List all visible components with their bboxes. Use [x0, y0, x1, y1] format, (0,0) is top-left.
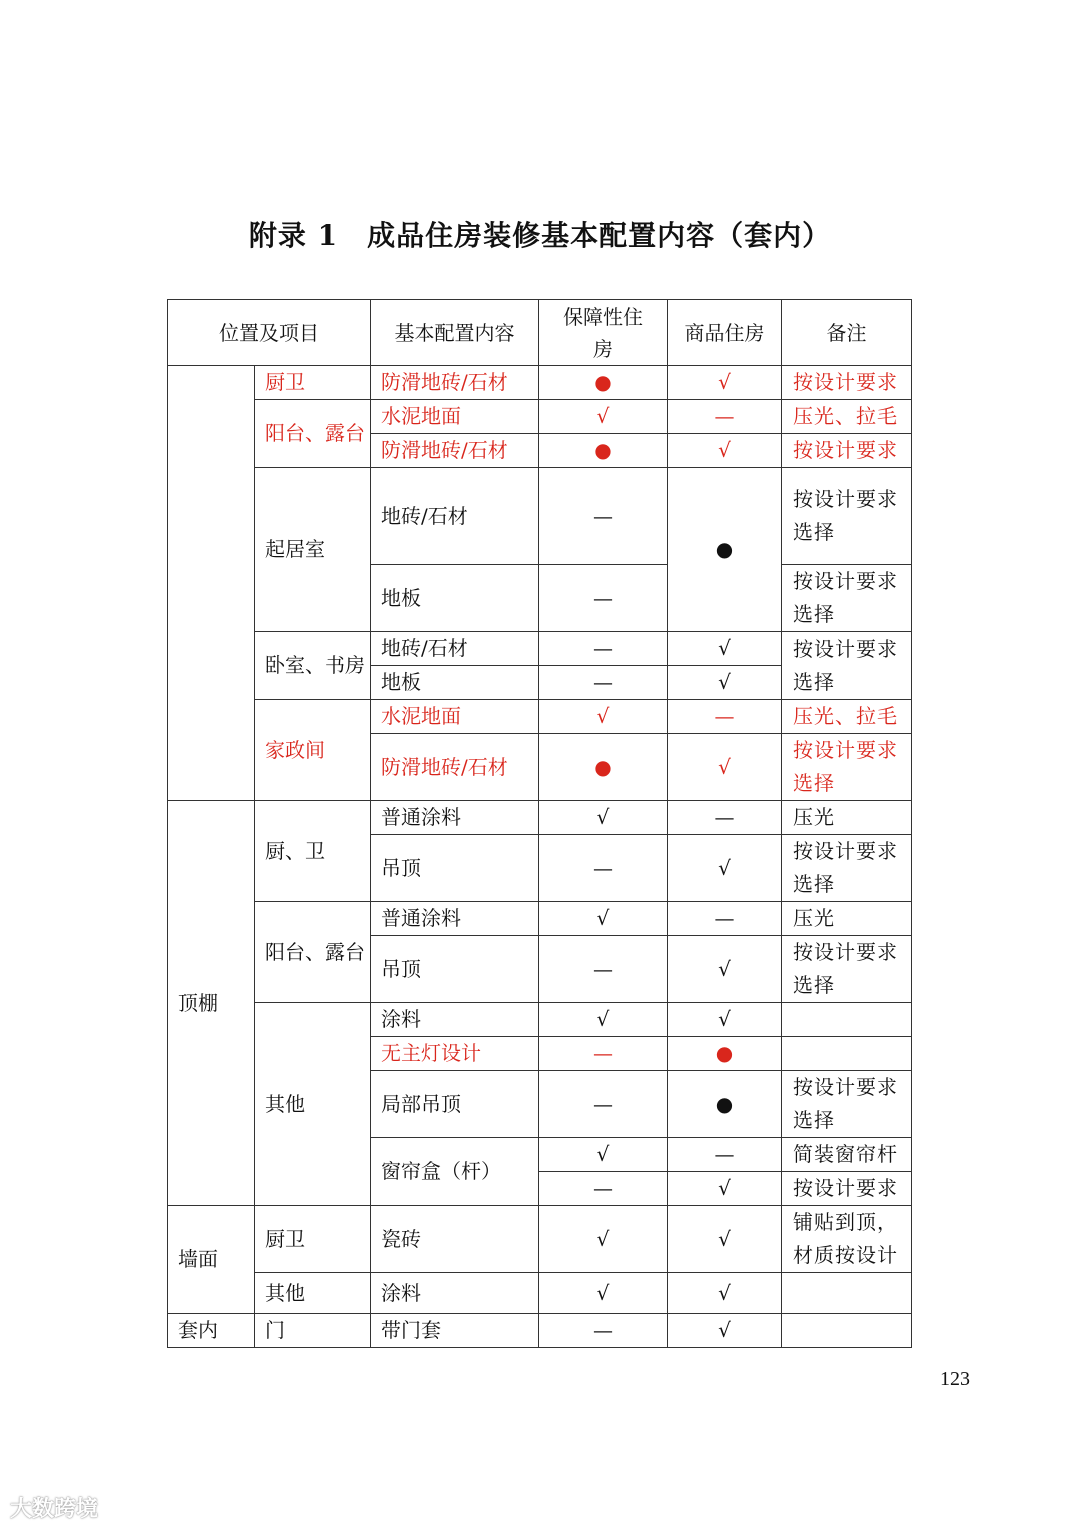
commercial-cell: √: [668, 1003, 782, 1037]
item-cell: 其他: [255, 1003, 371, 1206]
commercial-cell: —: [668, 1138, 782, 1172]
watermark-logo: 大数跨境: [10, 1497, 99, 1522]
affordable-cell: √: [539, 801, 668, 835]
table-row: [168, 468, 912, 565]
affordable-cell: √: [539, 1273, 668, 1314]
remark-cell: 按设计要求: [782, 434, 912, 468]
content-cell: 带门套: [371, 1314, 539, 1348]
remark-cell: 简装窗帘杆: [782, 1138, 912, 1172]
affordable-cell: ●: [539, 366, 668, 400]
commercial-cell: ●: [668, 1071, 782, 1138]
affordable-cell: —: [539, 835, 668, 902]
location-cell: 墙面: [168, 1206, 255, 1314]
affordable-cell: √: [539, 902, 668, 936]
affordable-cell: —: [539, 1314, 668, 1348]
remark-cell: 压光、拉毛: [782, 700, 912, 734]
content-cell: 瓷砖: [371, 1206, 539, 1273]
content-cell: 局部吊顶: [371, 1071, 539, 1138]
content-cell: 涂料: [371, 1003, 539, 1037]
affordable-cell: ●: [539, 734, 668, 801]
table-row: [168, 1273, 912, 1314]
location-cell: 套内: [168, 1314, 255, 1348]
content-cell: 普通涂料: [371, 902, 539, 936]
commercial-cell: √: [668, 1172, 782, 1206]
affordable-cell: —: [539, 1071, 668, 1138]
table-row: [168, 700, 912, 734]
commercial-cell: —: [668, 902, 782, 936]
remark-cell: 按设计要求选择: [782, 1071, 912, 1138]
commercial-cell: √: [668, 835, 782, 902]
commercial-cell: √: [668, 936, 782, 1003]
item-cell: 起居室: [255, 468, 371, 632]
content-cell: 无主灯设计: [371, 1037, 539, 1071]
remark-cell: 按设计要求选择: [782, 565, 912, 632]
remark-cell: 压光、拉毛: [782, 400, 912, 434]
commercial-cell: √: [668, 632, 782, 666]
table-row: [168, 902, 912, 936]
commercial-cell: √: [668, 1314, 782, 1348]
header-affordable: 保障性住房: [539, 300, 668, 366]
content-cell: 窗帘盒（杆）: [371, 1138, 539, 1206]
commercial-cell: √: [668, 434, 782, 468]
item-cell: 阳台、露台: [255, 400, 371, 468]
affordable-cell: —: [539, 468, 668, 565]
content-cell: 防滑地砖/石材: [371, 434, 539, 468]
affordable-cell: ●: [539, 434, 668, 468]
item-cell: 厨卫: [255, 366, 371, 400]
remark-cell: 按设计要求: [782, 366, 912, 400]
remark-cell: [782, 1273, 912, 1314]
content-cell: 吊顶: [371, 936, 539, 1003]
table-row: [168, 632, 912, 666]
content-cell: 水泥地面: [371, 400, 539, 434]
affordable-cell: —: [539, 565, 668, 632]
affordable-cell: √: [539, 700, 668, 734]
location-cell: 顶棚: [168, 801, 255, 1206]
remark-cell: 按设计要求: [782, 1172, 912, 1206]
item-cell: 门: [255, 1314, 371, 1348]
affordable-cell: √: [539, 400, 668, 434]
page-number: 123: [940, 1368, 970, 1390]
commercial-cell: —: [668, 400, 782, 434]
commercial-cell: —: [668, 700, 782, 734]
header-remark: 备注: [782, 300, 912, 366]
remark-cell: [782, 1003, 912, 1037]
table-row: [168, 400, 912, 434]
table-row: [168, 1206, 912, 1273]
remark-cell: 按设计要求选择: [782, 835, 912, 902]
commercial-cell: √: [668, 1206, 782, 1273]
item-cell: 家政间: [255, 700, 371, 801]
commercial-cell: √: [668, 366, 782, 400]
affordable-cell: —: [539, 1172, 668, 1206]
content-cell: 地板: [371, 666, 539, 700]
content-cell: 水泥地面: [371, 700, 539, 734]
remark-cell: 按设计要求选择: [782, 734, 912, 801]
affordable-cell: √: [539, 1003, 668, 1037]
table-row: [168, 1314, 912, 1348]
commercial-cell: ●: [668, 468, 782, 632]
table-row: [168, 1003, 912, 1037]
content-cell: 地板: [371, 565, 539, 632]
table-row: [168, 366, 912, 400]
content-cell: 普通涂料: [371, 801, 539, 835]
content-cell: 涂料: [371, 1273, 539, 1314]
table-header-row: [168, 300, 912, 366]
location-cell: [168, 366, 255, 801]
remark-cell: [782, 1314, 912, 1348]
item-cell: 其他: [255, 1273, 371, 1314]
remark-cell: 压光: [782, 801, 912, 835]
remark-cell: 铺贴到顶，材质按设计: [782, 1206, 912, 1273]
config-table: [167, 299, 912, 1348]
item-cell: 厨卫: [255, 1206, 371, 1273]
item-cell: 卧室、书房: [255, 632, 371, 700]
header-location: 位置及项目: [168, 300, 371, 366]
affordable-cell: √: [539, 1206, 668, 1273]
content-cell: 地砖/石材: [371, 468, 539, 565]
commercial-cell: √: [668, 1273, 782, 1314]
affordable-cell: —: [539, 666, 668, 700]
item-cell: 阳台、露台: [255, 902, 371, 1003]
header-content: 基本配置内容: [371, 300, 539, 366]
commercial-cell: √: [668, 666, 782, 700]
content-cell: 地砖/石材: [371, 632, 539, 666]
commercial-cell: —: [668, 801, 782, 835]
affordable-cell: —: [539, 632, 668, 666]
header-commercial: 商品住房: [668, 300, 782, 366]
table-row: [168, 801, 912, 835]
remark-cell: 按设计要求选择: [782, 936, 912, 1003]
content-cell: 吊顶: [371, 835, 539, 902]
remark-cell: 按设计要求选择: [782, 468, 912, 565]
item-cell: 厨、卫: [255, 801, 371, 902]
commercial-cell: ●: [668, 1037, 782, 1071]
affordable-cell: —: [539, 1037, 668, 1071]
content-cell: 防滑地砖/石材: [371, 734, 539, 801]
remark-cell: 按设计要求选择: [782, 632, 912, 700]
affordable-cell: √: [539, 1138, 668, 1172]
commercial-cell: √: [668, 734, 782, 801]
page-title: 附录 1 成品住房装修基本配置内容（套内）: [248, 219, 832, 252]
remark-cell: 压光: [782, 902, 912, 936]
affordable-cell: —: [539, 936, 668, 1003]
remark-cell: [782, 1037, 912, 1071]
content-cell: 防滑地砖/石材: [371, 366, 539, 400]
